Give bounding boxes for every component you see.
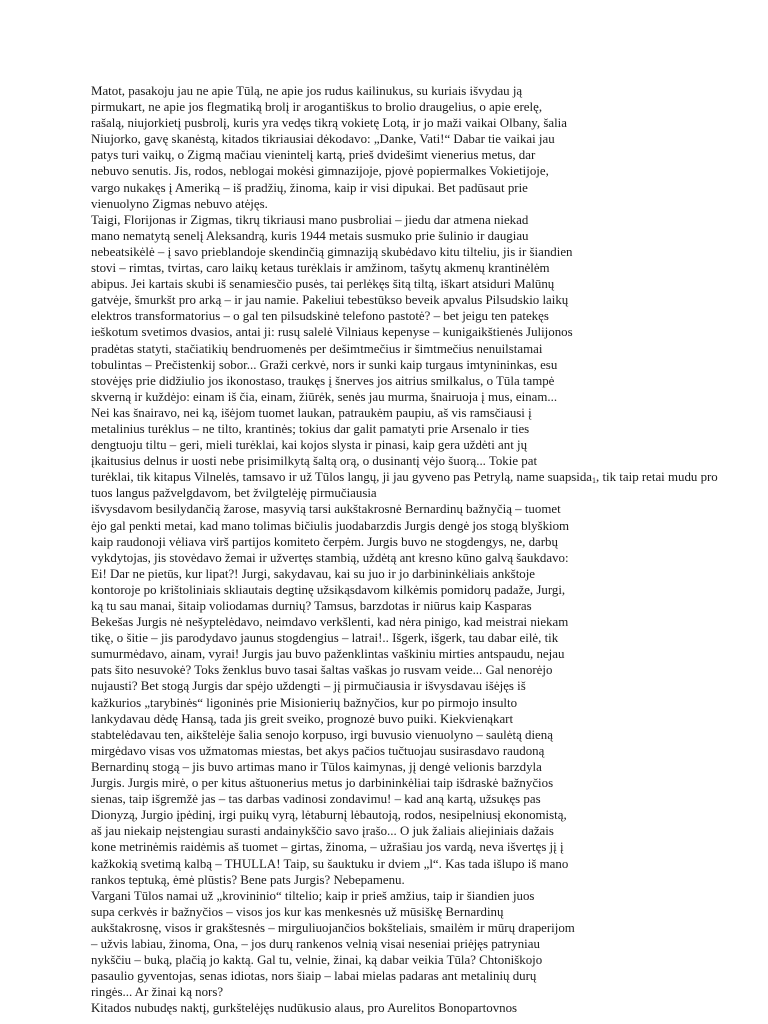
text-line-content: metalinius turėklus – ne tilto, krantinės; tokius dar galit pamatyti prie Arsenalo ir ties — [91, 421, 530, 436]
text-line-content: Bernardinų stogą – jis buvo artimas mano ir Tūlos kaimynas, jį dengė velionis barzdyla — [91, 759, 542, 774]
text-line-content: turėklai, tik kitapus Vilnelės, tamsavo ir už Tūlos langų, ji jau gyveno pas Petrylą, name suapsida — [91, 470, 593, 485]
text-line-content: tobulintas – Prečistenkij sobor... Graži cerkvė, nors ir sunki kaip turgaus imtynininkas, esu — [91, 357, 558, 372]
text-line-content: supa cerkvės ir bažnyčios – visos jos kur kas menkesnės už mūsiškę Bernardinų — [91, 904, 504, 919]
text-line — [91, 904, 691, 920]
text-line — [91, 196, 691, 212]
text-line-content: pradėtas statyti, stačiatikių bendruomenės per dešimtmečius ir šimtmečius nenuilstamai — [91, 341, 543, 356]
document-text — [91, 83, 718, 1016]
text-line — [91, 743, 691, 759]
text-line — [91, 180, 691, 196]
text-line-content: Jurgis. Jurgis mirė, o per kitus aštuonerius metus jo darbininkėliai taip išdraskė bažnyčios — [91, 776, 554, 791]
text-line — [91, 727, 691, 743]
text-line — [91, 276, 691, 292]
text-line-content: pirmukart, ne apie jos flegmatiką brolį ir arogantiškus to brolio draugelius, o apie erelę, — [91, 100, 543, 115]
text-line-content: kažkokią svetimą kalbą – THULLA! Taip, su šauktuku ir dviem „l“. Kas tada išlupo iš mano — [91, 856, 569, 871]
text-line-content: nebuvo senutis. Jis, rodos, neblogai mokėsi gimnazijoje, pjovė popiermalkes Vokietijoje, — [91, 164, 549, 179]
text-line-content: Taigi, Florijonas ir Zigmas, tikrų tikriausi mano pusbroliai – jiedu dar atmena niekad — [91, 212, 529, 227]
text-line — [91, 131, 691, 147]
text-line-content: sumurmėdavo, ainam, vyrai! Jurgis jau buvo paženklintas vaškiniu mirties antspaudu, nejau — [91, 647, 565, 662]
text-line-content: Vargani Tūlos namai už „krovininio“ tiltelio; kaip ir prieš amžius, taip ir šiandien juos — [91, 888, 535, 903]
text-line-content: Niujorko, gavę skanėstą, kitados tikriausiai dėkodavo: „Danke, Vati!“ Dabar tie vaikai jau — [91, 132, 555, 147]
text-line-content: skverną ir kuždėjo: einam iš čia, einam, žiūrėk, senės jau murma, šnairuoja į mus, einam... — [91, 389, 558, 404]
text-line-content: nujausti? Bet stogą Jurgis dar spėjo uždengti – jį pirmučiausia ir išvysdavau išėjęs iš — [91, 679, 526, 694]
text-line-content: gatvėje, šmurkšt pro arką – ir jau namie. Pakeliui tebestūkso beveik apvalus Pilsudskio laikų — [91, 293, 569, 308]
text-line — [91, 775, 691, 791]
text-line — [91, 518, 691, 534]
text-line — [91, 308, 691, 324]
text-line-content: vykdytojas, jis stovėdavo žemai ir užvertęs stambią, uždėtą ant kresno kūno galvą šaukdavo: — [91, 550, 569, 565]
text-line — [91, 614, 691, 630]
text-line — [91, 501, 691, 517]
text-line-content: patys turi vaikų, o Zigmą mačiau vienintelį kartą, prieš dvidešimt vienerius metus, dar — [91, 148, 536, 163]
text-line — [91, 405, 691, 421]
text-line — [91, 389, 691, 405]
text-line-content: vienuolyno Zigmas nebuvo atėjęs. — [91, 196, 268, 211]
text-line-content: kone metrinėmis raidėmis aš tuomet – girtas, žinoma, – užrašiau jos vardą, neva išvertęs jį į — [91, 840, 564, 855]
footnote-marker[interactable]: 1 — [592, 476, 597, 486]
text-line — [91, 566, 691, 582]
text-line-content: rašalą, niujorkietį pusbrolį, kuris yra vedęs tikrą vokietę Lotą, ir jo maži vaikai Olbany, šalia — [91, 116, 567, 131]
text-line — [91, 260, 691, 276]
text-line — [91, 534, 691, 550]
text-line-content: stovi – rimtas, tvirtas, caro laikų ketaus turėklais ir amžinom, tašytų akmenų krantinėlėm — [91, 261, 550, 276]
text-line — [91, 936, 691, 952]
text-line-content: ringės... Ar žinai ką nors? — [91, 985, 224, 1000]
text-line-content: ką tu sau manai, šitaip voliodamas durnių? Tamsus, barzdotas ir niūrus kaip Kasparas — [91, 599, 532, 613]
text-line-content: nykščiu – buką, plačią jo kaktą. Gal tu, velnie, žinai, ką dabar veikia Tūla? Chtoniškojo — [91, 953, 543, 968]
text-line — [91, 163, 691, 179]
text-line — [91, 839, 691, 855]
text-line-content: kažkurios „tarybinės“ ligoninės prie Misionierių bažnyčios, kur po pirmojo insulto — [91, 695, 518, 710]
text-line — [91, 630, 691, 646]
text-line-content: abipus. Jei kartais skubi iš senamiesčio pusės, tai perlėkęs šitą tiltą, iškart atsiduri Malūnų — [91, 277, 555, 292]
text-line — [91, 888, 691, 904]
text-line-content: mirgėdavo visas vos užmatomas miestas, bet akys pačios tučtuojau susirasdavo raudoną — [91, 743, 545, 758]
text-line — [91, 856, 691, 872]
text-line-content: tuos langus pažvelgdavom, bet žvilgtelėję pirmučiausia — [91, 486, 377, 501]
text-line — [91, 453, 691, 469]
text-line — [91, 373, 691, 389]
text-line-content: aukštakrosnę, visos ir grakštesnės – mirguliuojančios bokšteliais, smailėm ir mūrų draperijom — [91, 920, 575, 935]
text-line — [91, 598, 691, 614]
text-line — [91, 759, 691, 775]
text-line-content: Bekešas Jurgis nė nešyptelėdavo, neimdavo verkšlenti, kad nėra pinigo, kad meistrai niekam — [91, 615, 569, 630]
text-line — [91, 968, 691, 984]
text-line — [91, 292, 691, 308]
text-line-content: elektros transformatorius – o gal ten pilsudskinė telefono pastotė? – bet jeigu ten patekęs — [91, 309, 549, 324]
text-line-content: tikę, o šitie – jis parodydavo jaunus stogdengius – latrai!.. Išgerk, išgerk, tau dabar eilė, tik — [91, 631, 559, 646]
text-line — [91, 485, 691, 501]
text-line-content: stovėjęs prie didžiulio jos ikonostaso, traukęs į šnerves jos aitrius smilkalus, o Tūla tampė — [91, 373, 555, 388]
text-line — [91, 147, 691, 163]
text-line-content: pats šito nesuvokė? Toks ženklus buvo tasai šaltas vaškas jo rusvam veide... Gal nenorėjo — [91, 663, 553, 678]
text-line — [91, 646, 691, 662]
text-line-content: lankydavau dėdę Hansą, tada jis greit sveiko, prognozė buvo puiki. Kiekvienąkart — [91, 711, 514, 726]
text-line-content: Nei kas šnairavo, nei ką, išėjom tuomet laukan, patraukėm paupiu, aš vis ramsčiausi į — [91, 405, 532, 420]
text-line — [91, 807, 691, 823]
text-line — [91, 421, 691, 437]
text-line-tail: , tik taip retai mudu pro — [596, 470, 718, 485]
text-line — [91, 437, 691, 453]
text-line-content: Dionyzą, Jurgio įpėdinį, irgi puikų vyrą, lėtaburnį lėbautoją, rodos, nesipelniusį ekonomistą, — [91, 808, 567, 823]
text-line-content: vargo nukakęs į Ameriką – iš pradžių, žinoma, kaip ir visi dipukai. Bet padūsaut prie — [91, 180, 528, 195]
text-line — [91, 550, 691, 566]
text-line — [91, 582, 691, 598]
text-line-content: dengtuoju tiltu – geri, mieli turėklai, kai kojos slysta ir pinasi, kaip gera uždėti ant jų — [91, 438, 528, 453]
text-line-content: nebeatsikėlė – į savo prieblandoje skendinčią gimnaziją skubėdavo kitu tilteliu, jis ir šiandien — [91, 244, 573, 259]
text-line-content: mano nematytą senelį Aleksandrą, kuris 1944 metais susmuko prie šulinio ir daugiau — [91, 228, 529, 243]
text-line-content: Kitados nubudęs naktį, gurkštelėjęs nudūkusio alaus, pro Aurelitos Bonopartovnos — [91, 1001, 518, 1016]
text-line-content: pasaulio gyventojas, senas idiotas, nors šiaip – labai mielas padaras ant metalinių durų — [91, 969, 537, 984]
text-line — [91, 678, 691, 694]
text-line-content: Ei! Dar ne pietūs, kur lipat?! Jurgi, sakydavau, kai su juo ir jo darbininkėliais ankštoje — [91, 566, 536, 581]
text-line — [91, 99, 691, 115]
text-line — [91, 791, 691, 807]
text-line — [91, 695, 691, 711]
text-line — [91, 952, 691, 968]
text-line — [91, 244, 691, 260]
text-line — [91, 228, 691, 244]
text-line-content: išvysdavom besilydančią žarose, masyvią tarsi aukštakrosnė Bernardinų bažnyčią – tuomet — [91, 502, 561, 517]
text-line — [91, 212, 691, 228]
text-line — [91, 357, 691, 373]
text-line-content: rankos teptuką, ėmė plūstis? Bene pats Jurgis? Nebepamenu. — [91, 872, 405, 887]
text-line-content: aš jau niekaip neįstengiau surasti andainykščio savo įrašo... O juk žaliais aliejiniais dažais — [91, 824, 554, 839]
text-line-content: kontoroje po krištoliniais skliautais degtinę užsikąsdavom kilkėmis pomidorų padaže, Jurgi, — [91, 582, 566, 597]
text-line — [91, 872, 691, 888]
text-line-content: įkaitusius delnus ir uosti nebe prisimilkytą šaltą orą, o dusinantį vėjo šuorą... Tokie pat — [91, 454, 538, 469]
text-line-content: stabtelėdavau ten, aikštelėje šalia senojo korpuso, irgi buvusio vienuolyno – saulėtą dieną — [91, 727, 553, 742]
text-line — [91, 341, 691, 357]
text-line — [91, 324, 691, 340]
text-line — [91, 662, 691, 678]
text-line-content: Matot, pasakoju jau ne apie Tūlą, ne apie jos rudus kailinukus, su kuriais išvydau ją — [91, 84, 523, 98]
text-line — [91, 823, 691, 839]
text-line — [91, 469, 718, 486]
text-line-content: sienas, taip išgremžė jas – tas darbas vadinosi zondavimu! – kad aną kartą, užsukęs pas — [91, 792, 541, 807]
text-line-content: ieškotum svetimos dvasios, antai ji: rusų salelė Vilniaus kepenyse – kunigaikštienės Julijonos — [91, 325, 573, 340]
text-line — [91, 984, 691, 1000]
text-line — [91, 920, 691, 936]
text-line — [91, 83, 691, 99]
text-line-content: – užvis labiau, žinoma, Ona, – jos durų rankenos velnią visai neseniai priėjęs patryniau — [91, 936, 540, 951]
text-line-content: kaip raudonoji vėliava virš partijos komiteto čerpėm. Jurgis buvo ne stogdengys, ne, darbų — [91, 534, 558, 549]
text-line — [91, 115, 691, 131]
text-line-content: ėjo gal penkti metai, kad mano tolimas bičiulis juodabarzdis Jurgis dengė jos stogą blyškiom — [91, 518, 570, 533]
text-line — [91, 711, 691, 727]
text-line — [91, 1000, 691, 1016]
